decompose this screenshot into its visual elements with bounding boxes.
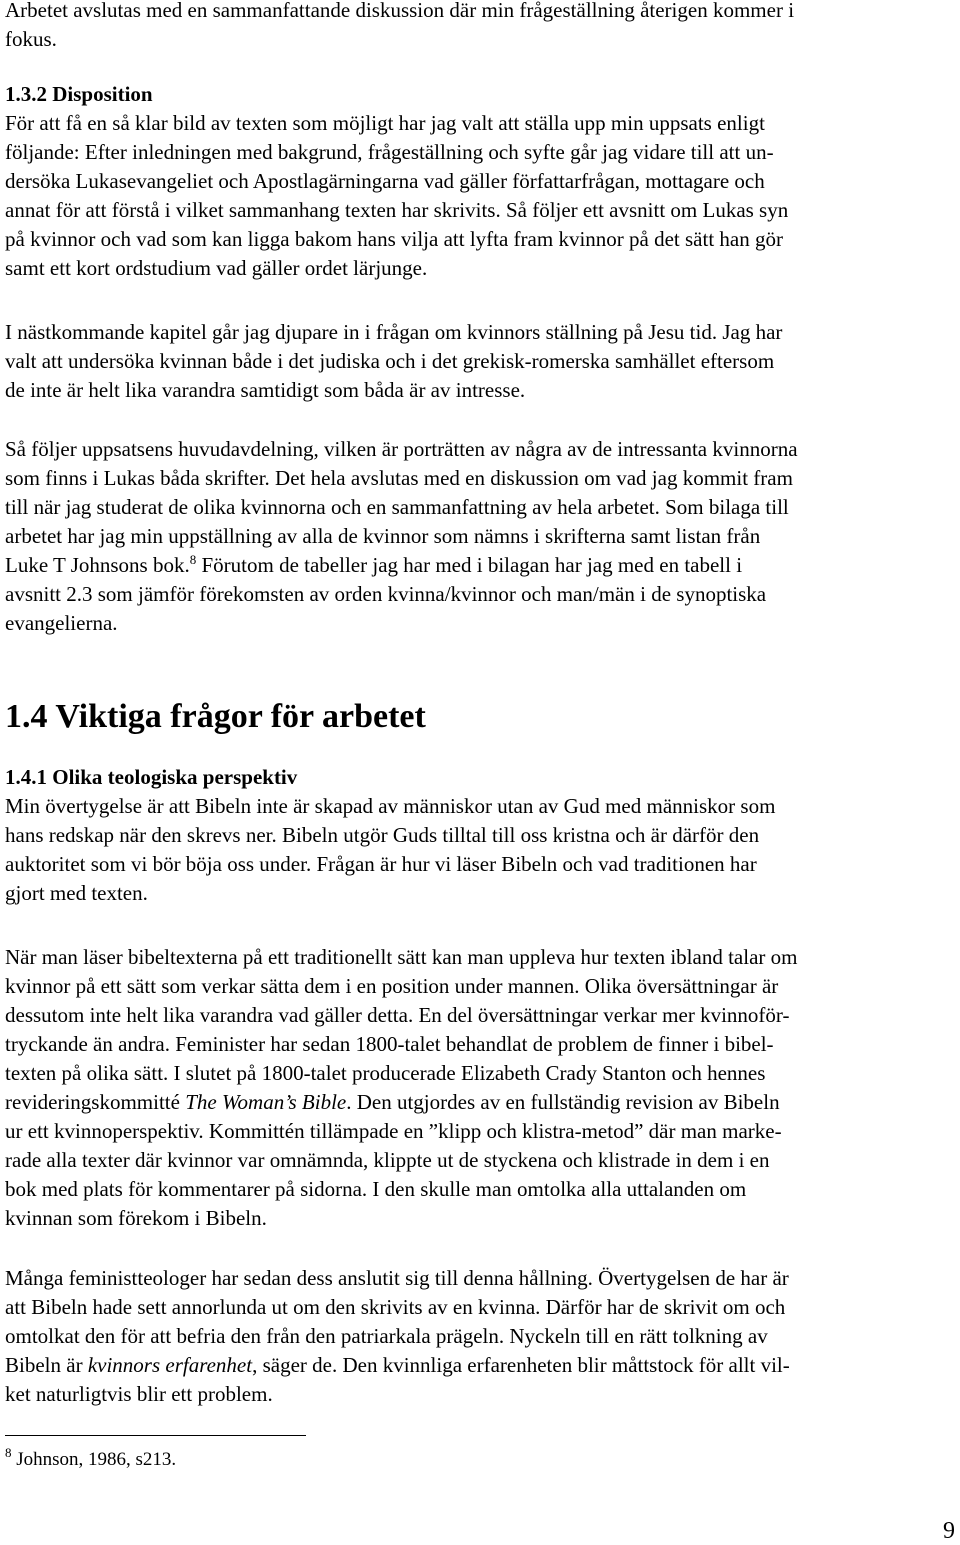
text-line xyxy=(5,551,955,580)
text-line: till när jag studerat de olika kvinnorna och en sammanfattning av hela arbetet. Som bilaga till xyxy=(5,495,789,519)
text-line: att Bibeln hade sett annorlunda ut om den skrivits av en kvinna. Därför har de skrivit om och xyxy=(5,1295,786,1319)
text-line: Arbetet avslutas med en sammanfattande diskussion där min frågeställning återigen kommer i xyxy=(5,0,795,22)
perspektiv-heading: 1.4.1 Olika teologiska perspektiv xyxy=(5,765,298,789)
text-line: kvinnan som förekom i Bibeln. xyxy=(5,1206,267,1230)
text-line: kvinnor på ett sätt som verkar sätta dem i en position under mannen. Olika översättningar är xyxy=(5,974,779,998)
text-line: omtolkat den för att befria den från den patriarkala prägeln. Nyckeln till en rätt tolkning av xyxy=(5,1324,768,1348)
disposition-heading: 1.3.2 Disposition xyxy=(5,82,153,106)
footnote xyxy=(5,1446,176,1474)
text-line: som finns i Lukas båda skrifter. Det hela avslutas med en diskussion om vad jag kommit fram xyxy=(5,466,793,490)
text-line: auktoritet som vi bör böja oss under. Frågan är hur vi läser Bibeln och vad traditionen har xyxy=(5,852,757,876)
text-line xyxy=(5,1088,955,1117)
text-span: Bibeln är xyxy=(5,1353,88,1377)
text-line: rade alla texter där kvinnor var omnämnda, klippte ut de styckena och klistrade in dem i en xyxy=(5,1148,770,1172)
text-line: följande: Efter inledningen med bakgrund, frågeställning och syfte går jag vidare till att un- xyxy=(5,140,774,164)
italic-phrase: kvinnors erfarenhet xyxy=(87,1353,253,1377)
footnote-reference[interactable]: 8 xyxy=(189,552,197,567)
text-line: arbetet har jag min uppställning av alla de kvinnor som nämns i skrifterna samt listan från xyxy=(5,524,761,548)
text-line: de inte är helt lika varandra samtidigt som båda är av intresse. xyxy=(5,378,526,402)
text-line: gjort med texten. xyxy=(5,881,148,905)
text-line: på kvinnor och vad som kan ligga bakom hans vilja att lyfta fram kvinnor på det sätt han gör xyxy=(5,227,783,251)
paragraph-huvudavdelning xyxy=(5,435,955,638)
text-line: Många feministteologer har sedan dess anslutit sig till denna hållning. Övertygelsen de har är xyxy=(5,1266,789,1290)
paragraph-feministteologer xyxy=(5,1264,955,1409)
text-line: valt att undersöka kvinnan både i det judiska och i det grekisk-romerska samhället eftersom xyxy=(5,349,775,373)
paragraph-bibeltexterna xyxy=(5,943,955,1233)
text-line: annat för att förstå i vilket sammanhang texten har skrivits. Så följer ett avsnitt om Lukas syn xyxy=(5,198,789,222)
text-line: I nästkommande kapitel går jag djupare in i frågan om kvinnors ställning på Jesu tid. Jag har xyxy=(5,320,783,344)
text-line: evangelierna. xyxy=(5,611,118,635)
disposition-section xyxy=(5,80,955,283)
text-span: revideringskommitté xyxy=(5,1090,186,1114)
text-line: När man läser bibeltexterna på ett traditionellt sätt kan man uppleva hur texten ibland talar om xyxy=(5,945,798,969)
text-line: tryckande än andra. Feminister har sedan 1800-talet behandlat de problem de finner i bibel- xyxy=(5,1032,774,1056)
paragraph-kvinnors-stallning xyxy=(5,318,955,405)
text-line: ur ett kvinnoperspektiv. Kommittén tillämpade en ”klipp och klistra-metod” där man marke- xyxy=(5,1119,782,1143)
text-line: bok med plats för kommentarer på sidorna. I den skulle man omtolka alla uttalanden om xyxy=(5,1177,747,1201)
text-line xyxy=(5,1351,955,1380)
page-number: 9 xyxy=(943,1518,955,1544)
section-title: 1.4 Viktiga frågor för arbetet xyxy=(5,698,426,735)
text-line: Min övertygelse är att Bibeln inte är skapad av människor utan av Gud med människor som xyxy=(5,794,776,818)
footnote-number: 8 xyxy=(5,1445,12,1460)
text-line: samt ett kort ordstudium vad gäller ordet lärjunge. xyxy=(5,256,428,280)
text-line: dersöka Lukasevangeliet och Apostlagärningarna vad gäller författarfrågan, mottagare och xyxy=(5,169,765,193)
text-line: texten på olika sätt. I slutet på 1800-talet producerade Elizabeth Crady Stanton och hennes xyxy=(5,1061,766,1085)
text-line: ket naturligtvis blir ett problem. xyxy=(5,1382,273,1406)
text-span: , säger de. Den kvinnliga erfarenheten blir måttstock för allt vil- xyxy=(252,1353,790,1377)
footnote-divider xyxy=(5,1435,306,1436)
text-line: Så följer uppsatsens huvudavdelning, vilken är porträtten av några av de intressanta kvinnorna xyxy=(5,437,798,461)
book-title: The Woman’s Bible xyxy=(185,1090,347,1114)
footnote-text: Johnson, 1986, s213. xyxy=(11,1449,177,1470)
text-span: Luke T Johnsons bok. xyxy=(5,553,190,577)
text-span: Förutom de tabeller jag har med i bilagan har jag med en tabell i xyxy=(196,553,743,577)
text-line: avsnitt 2.3 som jämför förekomsten av orden kvinna/kvinnor och man/män i de synoptiska xyxy=(5,582,767,606)
text-line: fokus. xyxy=(5,27,57,51)
text-line: dessutom inte helt lika varandra vad gäller detta. En del översättningar verkar mer kvinnoför- xyxy=(5,1003,790,1027)
text-line: hans redskap när den skrevs ner. Bibeln utgör Guds tilltal till oss kristna och är därför den xyxy=(5,823,760,847)
text-line: För att få en så klar bild av texten som möjligt har jag valt att ställa upp min uppsats enligt xyxy=(5,111,765,135)
intro-paragraph xyxy=(5,0,955,54)
perspektiv-section xyxy=(5,763,955,908)
text-span: . Den utgjordes av en fullständig revision av Bibeln xyxy=(346,1090,780,1114)
